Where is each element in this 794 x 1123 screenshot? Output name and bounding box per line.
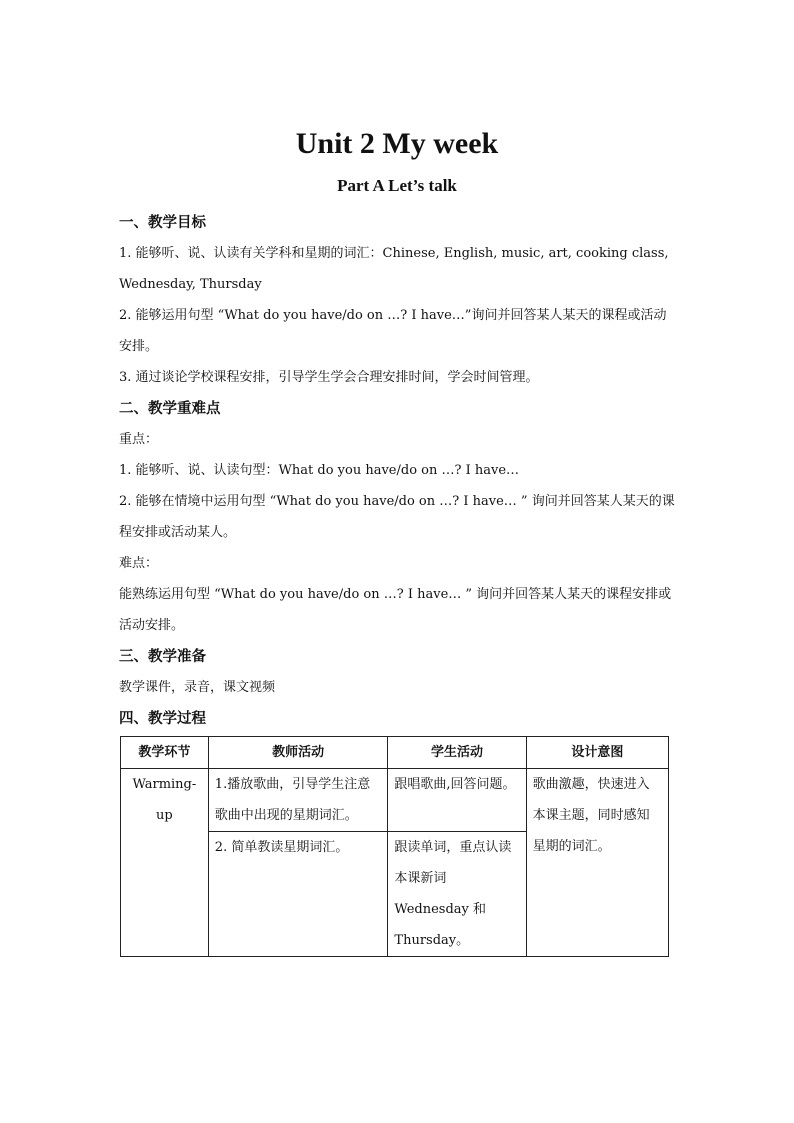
section-heading-objectives: 一、教学目标	[119, 214, 206, 231]
document-body	[119, 207, 675, 734]
stage-cell: Warming-up	[121, 769, 209, 957]
column-header: 教学环节	[121, 737, 209, 769]
column-header: 教师活动	[208, 737, 388, 769]
student-activity-cell: 跟唱歌曲,回答问题。	[388, 769, 526, 832]
objective-item: 2. 能够运用句型 “What do you have/do on …? I have…”询问并回答某人某天的课程或活动安排。	[119, 308, 667, 354]
table-row	[121, 769, 669, 832]
objective-item: 1. 能够听、说、认读有关学科和星期的词汇：Chinese, English, music, art, cooking class, Wednesday, Thursday	[119, 246, 669, 292]
table-header-row	[121, 737, 669, 769]
design-intent-cell: 歌曲激趣，快速进入本课主题，同时感知星期的词汇。	[526, 769, 668, 957]
key-point-item: 1. 能够听、说、认读句型：What do you have/do on …? I have…	[119, 463, 520, 478]
objective-item: 3. 通过谈论学校课程安排，引导学生学会合理安排时间，学会时间管理。	[119, 370, 539, 385]
page-subtitle: Part A Let’s talk	[337, 176, 457, 195]
teaching-process-table	[120, 736, 669, 957]
section-heading-preparation: 三、教学准备	[119, 648, 206, 665]
page-title: Unit 2 My week	[295, 127, 499, 160]
section-heading-key-points: 二、教学重难点	[119, 400, 221, 417]
teacher-activity-cell: 2. 简单教读星期词汇。	[208, 832, 388, 957]
preparation-text: 教学课件，录音，课文视频	[119, 680, 276, 695]
difficult-point-text: 能熟练运用句型 “What do you have/do on …? I have… ” 询问并回答某人某天的课程安排或活动安排。	[119, 587, 672, 633]
key-point-item: 2. 能够在情境中运用句型 “What do you have/do on …? I have… ” 询问并回答某人某天的课程安排或活动某人。	[119, 494, 675, 540]
key-points-label: 重点：	[119, 432, 159, 447]
column-header: 学生活动	[388, 737, 526, 769]
column-header: 设计意图	[526, 737, 668, 769]
section-heading-process: 四、教学过程	[119, 710, 206, 727]
difficult-points-label: 难点：	[119, 556, 159, 571]
teacher-activity-cell: 1.播放歌曲，引导学生注意歌曲中出现的星期词汇。	[208, 769, 388, 832]
student-activity-cell: 跟读单词，重点认读本课新词 Wednesday 和 Thursday。	[388, 832, 526, 957]
